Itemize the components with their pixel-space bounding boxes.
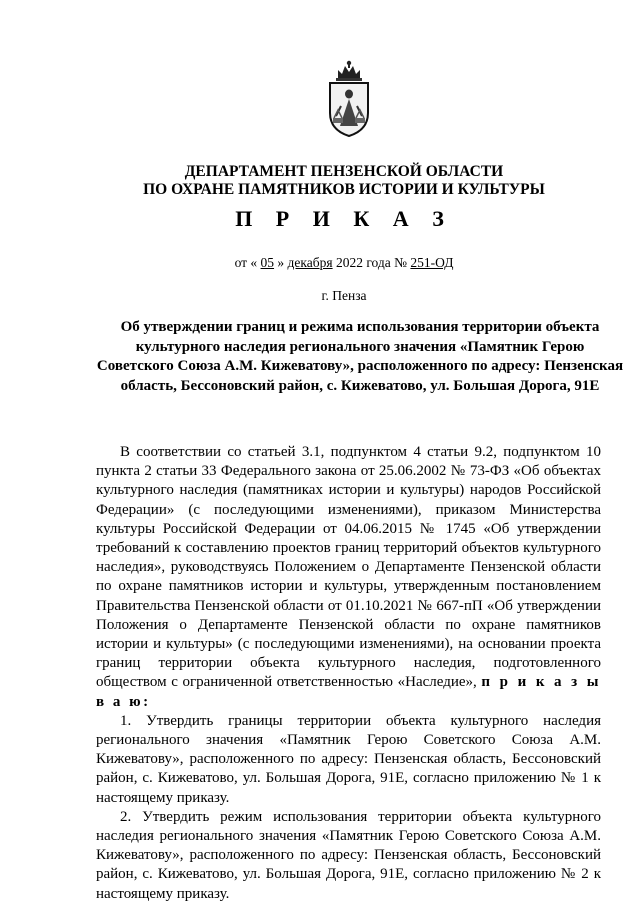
- order-date-line: [0, 255, 640, 271]
- date-month: декабря: [287, 255, 333, 270]
- city: г. Пенза: [321, 288, 367, 303]
- order-body: [96, 443, 601, 904]
- order-title: П Р И К А З: [235, 206, 453, 231]
- date-prefix: от «: [234, 255, 258, 270]
- date-day: 05: [260, 255, 275, 270]
- coat-of-arms-icon: [324, 58, 374, 138]
- order-subject: Об утверждении границ и режима использования территории объекта культурного наследия регионального значения «Памятник Герою Советского Союза А.М. Кижеватову», расположенного по адресу: Пензенская область, Бессоновский район, с. Кижеватово, ул. Большая Дорога, 91Е: [96, 319, 624, 394]
- order-word: п р и к а з ы в а ю:: [96, 674, 601, 710]
- date-mid: »: [277, 255, 285, 270]
- item-2: 2. Утвердить режим использования территории объекта культурного наследия регионального значения «Памятник Герою Советского Союза А.М. Кижеватову», расположенного по адресу: Пензенская область, Бессоновский район, с. Кижеватово, ул. Большая Дорога, 91Е, согласно приложению № 2 к настоящему приказу.: [96, 808, 601, 902]
- preamble-paragraph: [96, 443, 601, 712]
- department-name-line2: ПО ОХРАНЕ ПАМЯТНИКОВ ИСТОРИИ И КУЛЬТУРЫ: [143, 181, 545, 198]
- preamble-text: В соответствии со статьей 3.1, подпунктом 4 статьи 9.2, подпунктом 10 пункта 2 статьи 33 Федерального закона от 25.06.2002 № 73-ФЗ «Об объектах культурного наследия (памятниках истории и культуры) народов Российской Федерации» (с последующими изменениями), приказом Министерства культуры Российской Федерации от 04.06.2015 № 1745 «Об утверждении требований к составлению проектов границ территорий объектов культурного наследия», руководствуясь Положением о Департаменте Пензенской области по охране памятников истории и культуры, утвержденным постановлением Правительства Пензенской области от 01.10.2021 № 667-пП «Об утверждении Положения о Департаменте Пензенской области по охране памятников истории и культуры» (с последующими изменениями), на основании проекта границ территории объекта культурного наследия, подготовленного обществом с ограниченной ответственностью «Наследие»,: [96, 444, 601, 691]
- date-year: 2022 года №: [335, 255, 408, 270]
- order-number: 251-ОД: [410, 255, 454, 270]
- department-name-line1: ДЕПАРТАМЕНТ ПЕНЗЕНСКОЙ ОБЛАСТИ: [184, 163, 504, 180]
- item-1: 1. Утвердить границы территории объекта культурного наследия регионального значения «Памятник Герою Советского Союза А.М. Кижеватову», расположенного по адресу: Пензенская область, Бессоновский район, с. Кижеватово, ул. Большая Дорога, 91Е, согласно приложению № 1 к настоящему приказу.: [96, 712, 601, 806]
